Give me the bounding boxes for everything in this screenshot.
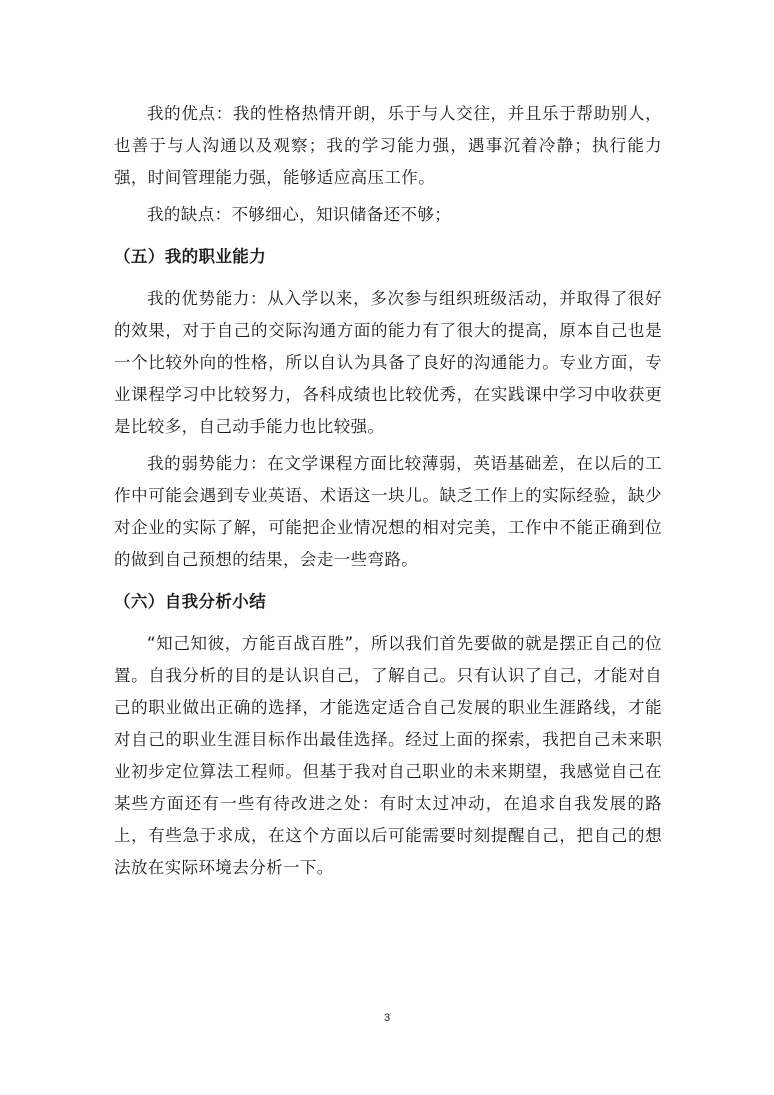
page-number: 3 — [383, 1012, 391, 1024]
page-content — [114, 98, 662, 889]
section-heading-career-ability: （五）我的职业能力 — [114, 247, 267, 266]
paragraph-summary: “知己知彼，方能百战百胜”，所以我们首先要做的就是摆正自己的位置。自我分析的目的是认识自己，了解自己。只有认识了自己，才能对自己的职业做出正确的选择，才能选定适合自己发展的职业生涯路线，才能对自己的职业生涯目标作出最佳选择。经过上面的探索，我把自己未来职业初步定位算法工程师。但基于我对自己职业的未来期望，我感觉自己在某些方面还有一些有待改进之处：有时太过冲动，在追求自我发展的路上，有些急于求成，在这个方面以后可能需要时刻提醒自己，把自己的想法放在实际环境去分析一下。 — [114, 634, 662, 877]
section-heading-self-analysis-summary: （六）自我分析小结 — [114, 592, 267, 611]
paragraph-weaknesses: 我的缺点：不够细心，知识储备还不够； — [147, 205, 452, 224]
paragraph-advantage-ability: 我的优势能力：从入学以来，多次参与组织班级活动，并取得了很好的效果，对于自己的交际沟通方面的能力有了很大的提高，原本自己也是一个比较外向的性格，所以自认为具备了良好的沟通能力。专业方面，专业课程学习中比较努力，各科成绩也比较优秀，在实践课中学习中收获更是比较多，自己动手能力也比较强。 — [114, 289, 662, 436]
paragraph-strengths: 我的优点：我的性格热情开朗，乐于与人交往，并且乐于帮助别人，也善于与人沟通以及观察；我的学习能力强，遇事沉着冷静；执行能力强，时间管理能力强，能够适应高压工作。 — [114, 104, 662, 187]
paragraph-weak-ability: 我的弱势能力：在文学课程方面比较薄弱，英语基础差，在以后的工作中可能会遇到专业英语、术语这一块儿。缺乏工作上的实际经验，缺少对企业的实际了解，可能把企业情况想的相对完美，工作中不能正确到位的做到自己预想的结果，会走一些弯路。 — [114, 454, 662, 569]
